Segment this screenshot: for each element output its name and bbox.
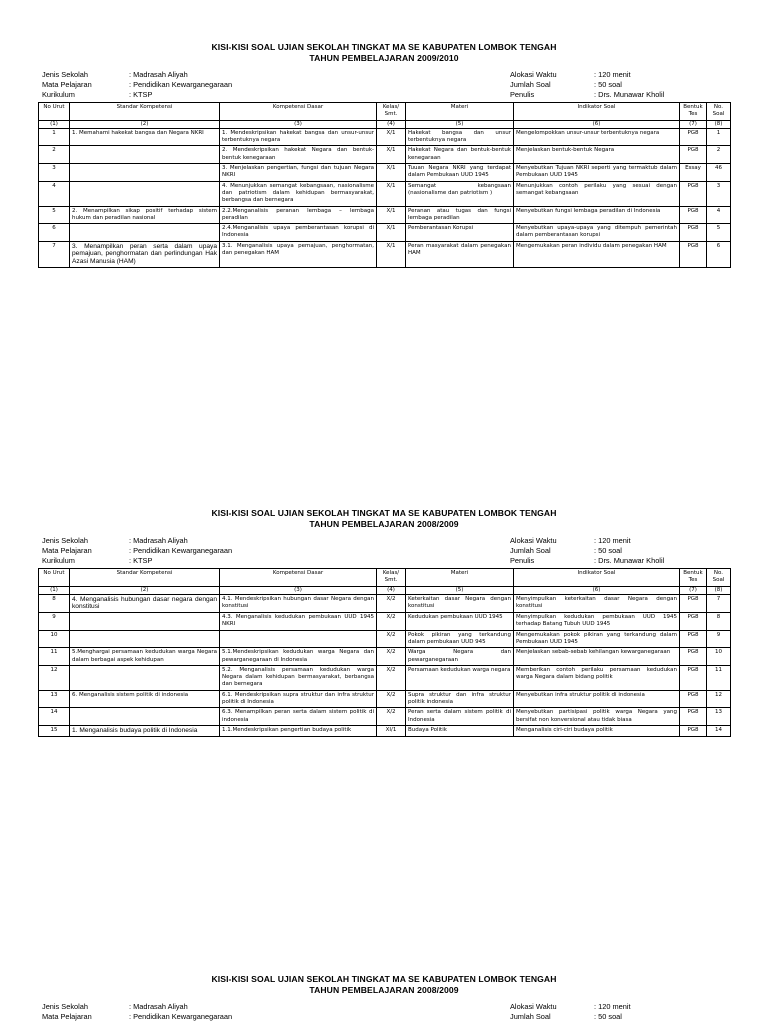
materi-cell: Peran masyarakat dalam penegakan HAM bbox=[406, 241, 514, 267]
kelas-cell: X/2 bbox=[377, 594, 406, 612]
indikator-soal-cell: Menyebutkan fungsi lembaga peradilan di Indonesia bbox=[514, 206, 680, 224]
no-urut-cell: 13 bbox=[39, 690, 70, 708]
column-number: (2) bbox=[70, 586, 220, 594]
column-number: (2) bbox=[70, 120, 220, 128]
materi-cell: Persamaan kedudukan warga negara bbox=[406, 665, 514, 690]
kelas-cell: X/2 bbox=[377, 690, 406, 708]
column-header: Bentuk Tes bbox=[680, 569, 707, 587]
indikator-soal-cell: Menyebutkan infra struktur politik di indonesia bbox=[514, 690, 680, 708]
standar-kompetensi-cell bbox=[70, 665, 220, 690]
document-section-3 bbox=[38, 974, 730, 1024]
no-soal-cell: 10 bbox=[707, 648, 731, 666]
kelas-cell: X/2 bbox=[377, 708, 406, 726]
meta-key: Penulis bbox=[510, 555, 535, 565]
table-row bbox=[39, 224, 731, 242]
table-row bbox=[39, 594, 731, 612]
table-row bbox=[39, 708, 731, 726]
bentuk-tes-cell: PG8 bbox=[680, 725, 707, 736]
indikator-soal-cell: Mengemukakan peran individu dalam penegakan HAM bbox=[514, 241, 680, 267]
column-number: (5) bbox=[406, 120, 514, 128]
kompetensi-dasar-cell: 4.1. Mendeskripsikan hubungan dasar Negara dengan konstitusi bbox=[220, 594, 377, 612]
table-row bbox=[39, 630, 731, 648]
no-urut-cell: 12 bbox=[39, 665, 70, 690]
kelas-cell: XI/1 bbox=[377, 725, 406, 736]
table-body bbox=[39, 569, 731, 737]
document-section-2 bbox=[38, 508, 730, 737]
document-title bbox=[38, 42, 730, 63]
kelas-cell: X/1 bbox=[377, 164, 406, 182]
kelas-cell: X/1 bbox=[377, 241, 406, 267]
kelas-cell: X/2 bbox=[377, 665, 406, 690]
document-section-1 bbox=[38, 42, 730, 268]
materi-cell: Semangat kebangsaan (nasionalisme dan patriotism ) bbox=[406, 181, 514, 206]
indikator-soal-cell: Memberikan contoh perilaku persamaan kedudukan warga Negara dalam bidang politik bbox=[514, 665, 680, 690]
kelas-cell: X/2 bbox=[377, 613, 406, 631]
column-number: (1) bbox=[39, 120, 70, 128]
no-soal-cell: 12 bbox=[707, 690, 731, 708]
column-header: Bentuk Tes bbox=[680, 103, 707, 121]
meta-value: : 120 menit bbox=[594, 1002, 631, 1011]
kompetensi-dasar-cell: 1.1.Mendeskripsikan pengertian budaya politik bbox=[220, 725, 377, 736]
table-row bbox=[39, 241, 731, 267]
standar-kompetensi-cell: 3. Menampilkan peran serta dalam upaya pemajuan, penghormatan dan perlindungan Hak Azasi Manusia (HAM) bbox=[70, 241, 220, 267]
column-number: (7) bbox=[680, 120, 707, 128]
kompetensi-dasar-cell: 4. Menunjukkan semangat kebangsaan, nasionalisme dan patriotism dalam kehidupan bermasyarakat, berbangsa dan bernegara bbox=[220, 181, 377, 206]
meta-value: : Drs. Munawar Kholil bbox=[594, 89, 665, 99]
no-soal-cell: 8 bbox=[707, 613, 731, 631]
materi-cell: Peran serta dalam sistem politik di Indonesia bbox=[406, 708, 514, 726]
no-urut-cell: 1 bbox=[39, 128, 70, 146]
materi-cell: Peranan atau tugas dan fungsi lembaga peradilan bbox=[406, 206, 514, 224]
standar-kompetensi-cell bbox=[70, 630, 220, 648]
no-soal-cell: 11 bbox=[707, 665, 731, 690]
materi-cell: Keterkaitan dasar Negara dengan konstitusi bbox=[406, 594, 514, 612]
bentuk-tes-cell: PG8 bbox=[680, 128, 707, 146]
meta-key: Kurikulum bbox=[42, 555, 75, 565]
meta-value: : 50 soal bbox=[594, 545, 622, 555]
title-line-2: TAHUN PEMBELAJARAN 2008/2009 bbox=[309, 984, 459, 995]
meta-value: : Madrasah Aliyah bbox=[129, 70, 188, 79]
indikator-soal-cell: Menjelaskan bentuk-bentuk Negara bbox=[514, 146, 680, 164]
no-urut-cell: 14 bbox=[39, 708, 70, 726]
no-urut-cell: 15 bbox=[39, 725, 70, 736]
materi-cell: Pemberantasan Korupsi bbox=[406, 224, 514, 242]
kelas-cell: X/1 bbox=[377, 181, 406, 206]
title-line-2: TAHUN PEMBELAJARAN 2008/2009 bbox=[309, 518, 459, 529]
no-urut-cell: 10 bbox=[39, 630, 70, 648]
meta-value: : 50 soal bbox=[594, 79, 622, 89]
column-number: (7) bbox=[680, 586, 707, 594]
meta-key: Alokasi Waktu bbox=[510, 70, 557, 79]
indikator-soal-cell: Mengemukakan pokok pikiran yang terkandung dalam Pembukaan UUD 1945 bbox=[514, 630, 680, 648]
indikator-soal-cell: Menyimpulkan kedudukan pembukaan UUD 1945 terhadap Batang Tubuh UUD 1945 bbox=[514, 613, 680, 631]
kelas-cell: X/2 bbox=[377, 630, 406, 648]
column-number: (3) bbox=[220, 120, 377, 128]
table-row bbox=[39, 206, 731, 224]
no-soal-cell: 5 bbox=[707, 224, 731, 242]
materi-cell: Hakekat bangsa dan unsur terbentuknya negara bbox=[406, 128, 514, 146]
table-body bbox=[39, 103, 731, 268]
no-urut-cell: 7 bbox=[39, 241, 70, 267]
column-number: (4) bbox=[377, 586, 406, 594]
meta-key: Mata Pelajaran bbox=[42, 79, 92, 89]
materi-cell: Kedudukan pembukaan UUD 1945 bbox=[406, 613, 514, 631]
meta-key: Jenis Sekolah bbox=[42, 1002, 89, 1011]
standar-kompetensi-cell bbox=[70, 708, 220, 726]
bentuk-tes-cell: PG8 bbox=[680, 181, 707, 206]
table-row bbox=[39, 181, 731, 206]
title-line-1: KISI-KISI SOAL UJIAN SEKOLAH TINGKAT MA SE KABUPATEN LOMBOK TENGAH bbox=[211, 508, 557, 518]
column-header: Kompetensi Dasar bbox=[220, 103, 377, 121]
kisi-kisi-table bbox=[38, 102, 731, 268]
kompetensi-dasar-cell: 2.4.Menganalisis upaya pemberantasan korupsi di Indonesia bbox=[220, 224, 377, 242]
kelas-cell: X/2 bbox=[377, 648, 406, 666]
bentuk-tes-cell: PG8 bbox=[680, 648, 707, 666]
meta-key: Mata Pelajaran bbox=[42, 1011, 92, 1021]
no-urut-cell: 9 bbox=[39, 613, 70, 631]
kompetensi-dasar-cell: 2.2.Menganalisis peranan lembaga – lembaga peradilan bbox=[220, 206, 377, 224]
bentuk-tes-cell: PG8 bbox=[680, 613, 707, 631]
kompetensi-dasar-cell: 6.1. Mendeskripsikan supra struktur dan infra struktur politik di Indonesia bbox=[220, 690, 377, 708]
meta-value: : 120 menit bbox=[594, 536, 631, 545]
meta-value: : KTSP bbox=[129, 555, 153, 565]
table-row bbox=[39, 725, 731, 736]
meta-key: Jenis Sekolah bbox=[42, 536, 89, 545]
bentuk-tes-cell: PG8 bbox=[680, 594, 707, 612]
kompetensi-dasar-cell bbox=[220, 630, 377, 648]
standar-kompetensi-cell bbox=[70, 146, 220, 164]
indikator-soal-cell: Menyebutkan Tujuan NKRI seperti yang termaktub dalam Pembukaan UUD 1945 bbox=[514, 164, 680, 182]
no-urut-cell: 3 bbox=[39, 164, 70, 182]
column-number: (8) bbox=[707, 120, 731, 128]
materi-cell: Supra struktur dan infra struktur politik indonesia bbox=[406, 690, 514, 708]
bentuk-tes-cell: PG8 bbox=[680, 708, 707, 726]
kelas-cell: X/1 bbox=[377, 146, 406, 164]
table-header-number-row bbox=[39, 120, 731, 128]
column-number: (5) bbox=[406, 586, 514, 594]
meta-right bbox=[510, 1002, 631, 1022]
table-row bbox=[39, 613, 731, 631]
document-title bbox=[38, 508, 730, 529]
meta-key: Jenis Sekolah bbox=[42, 70, 89, 79]
kompetensi-dasar-cell: 4.3. Menganalisis kedudukan pembukaan UUD 1945 NKRI bbox=[220, 613, 377, 631]
meta-left bbox=[42, 70, 232, 99]
meta-key: Jumlah Soal bbox=[510, 1011, 551, 1021]
standar-kompetensi-cell bbox=[70, 164, 220, 182]
kelas-cell: X/1 bbox=[377, 224, 406, 242]
meta-key: Jumlah Soal bbox=[510, 79, 551, 89]
meta-key: Alokasi Waktu bbox=[510, 1002, 557, 1011]
bentuk-tes-cell: Essay bbox=[680, 164, 707, 182]
column-number: (6) bbox=[514, 586, 680, 594]
standar-kompetensi-cell: 1. Menganalisis budaya politik di Indonesia bbox=[70, 725, 220, 736]
standar-kompetensi-cell: 5.Menghargai persamaan kedudukan warga Negara dalam berbagai aspek kehidupan bbox=[70, 648, 220, 666]
standar-kompetensi-cell: 2. Menampilkan sikap positif terhadap sistem hukum dan peradilan nasional bbox=[70, 206, 220, 224]
title-line-1: KISI-KISI SOAL UJIAN SEKOLAH TINGKAT MA SE KABUPATEN LOMBOK TENGAH bbox=[211, 42, 557, 52]
bentuk-tes-cell: PG8 bbox=[680, 206, 707, 224]
standar-kompetensi-cell: 6. Menganalisis sistem politik di indonesia bbox=[70, 690, 220, 708]
indikator-soal-cell: Menjelaskan sebab-sebab kehilangan kewarganegaraan bbox=[514, 648, 680, 666]
no-urut-cell: 2 bbox=[39, 146, 70, 164]
column-number: (8) bbox=[707, 586, 731, 594]
no-urut-cell: 6 bbox=[39, 224, 70, 242]
indikator-soal-cell: Mengelompokkan unsur-unsur terbentuknya negara bbox=[514, 128, 680, 146]
no-urut-cell: 4 bbox=[39, 181, 70, 206]
column-header: No. Soal bbox=[707, 569, 731, 587]
bentuk-tes-cell: PG8 bbox=[680, 146, 707, 164]
meta-right bbox=[510, 70, 664, 99]
meta-value: : 120 menit bbox=[594, 70, 631, 79]
title-line-1: KISI-KISI SOAL UJIAN SEKOLAH TINGKAT MA SE KABUPATEN LOMBOK TENGAH bbox=[211, 974, 557, 984]
meta-key: Jumlah Soal bbox=[510, 545, 551, 555]
column-header: Materi bbox=[406, 569, 514, 587]
no-soal-cell: 46 bbox=[707, 164, 731, 182]
meta-value: : Madrasah Aliyah bbox=[129, 1002, 188, 1011]
no-soal-cell: 14 bbox=[707, 725, 731, 736]
table-row bbox=[39, 648, 731, 666]
kompetensi-dasar-cell: 3.1. Menganalisis upaya pemajuan, penghormatan, dan penegakan HAM bbox=[220, 241, 377, 267]
document-meta bbox=[38, 70, 730, 102]
table-header-row bbox=[39, 103, 731, 121]
meta-value: : Madrasah Aliyah bbox=[129, 536, 188, 545]
table-row bbox=[39, 665, 731, 690]
table-row bbox=[39, 128, 731, 146]
meta-left bbox=[42, 536, 232, 565]
indikator-soal-cell: Menyebutkan partisipasi politik warga Negara yang bersifat non konversional atau tidak biasa bbox=[514, 708, 680, 726]
bentuk-tes-cell: PG8 bbox=[680, 630, 707, 648]
column-header: No. Soal bbox=[707, 103, 731, 121]
column-number: (6) bbox=[514, 120, 680, 128]
meta-key: Mata Pelajaran bbox=[42, 545, 92, 555]
column-number: (1) bbox=[39, 586, 70, 594]
meta-value: : Pendidikan Kewarganegaraan bbox=[129, 545, 233, 555]
no-soal-cell: 3 bbox=[707, 181, 731, 206]
table-header-row bbox=[39, 569, 731, 587]
column-header: Standar Kompetensi bbox=[70, 569, 220, 587]
no-urut-cell: 8 bbox=[39, 594, 70, 612]
column-header: Kelas/ Smt. bbox=[377, 569, 406, 587]
bentuk-tes-cell: PG8 bbox=[680, 690, 707, 708]
kompetensi-dasar-cell: 3. Menjelaskan pengertian, fungsi dan tujuan Negara NKRI bbox=[220, 164, 377, 182]
bentuk-tes-cell: PG8 bbox=[680, 224, 707, 242]
standar-kompetensi-cell: 1. Memahami hakekat bangsa dan Negara NKRI bbox=[70, 128, 220, 146]
column-header: Indikator Soal bbox=[514, 103, 680, 121]
kisi-kisi-table bbox=[38, 568, 731, 737]
no-urut-cell: 5 bbox=[39, 206, 70, 224]
kelas-cell: X/1 bbox=[377, 206, 406, 224]
indikator-soal-cell: Menunjukkan contoh perilaku yang sesuai dengan semangat kebangsaan bbox=[514, 181, 680, 206]
meta-right bbox=[510, 536, 664, 565]
column-header: Kompetensi Dasar bbox=[220, 569, 377, 587]
table-row bbox=[39, 690, 731, 708]
title-line-2: TAHUN PEMBELAJARAN 2009/2010 bbox=[309, 52, 459, 63]
document-title bbox=[38, 974, 730, 995]
kelas-cell: X/1 bbox=[377, 128, 406, 146]
column-number: (4) bbox=[377, 120, 406, 128]
materi-cell: Pokok pikiran yang terkandung dalam pembukaan UUD 945 bbox=[406, 630, 514, 648]
meta-value: : 50 soal bbox=[594, 1011, 622, 1021]
column-number: (3) bbox=[220, 586, 377, 594]
no-soal-cell: 6 bbox=[707, 241, 731, 267]
meta-key: Kurikulum bbox=[42, 89, 75, 99]
standar-kompetensi-cell bbox=[70, 613, 220, 631]
kompetensi-dasar-cell: 2. Mendeskripsikan hakekat Negara dan bentuk-bentuk kenegaraan bbox=[220, 146, 377, 164]
bentuk-tes-cell: PG8 bbox=[680, 241, 707, 267]
table-row bbox=[39, 146, 731, 164]
materi-cell: Warga Negara dan pewarganegaraan bbox=[406, 648, 514, 666]
standar-kompetensi-cell bbox=[70, 181, 220, 206]
indikator-soal-cell: Menganalisis ciri-ciri budaya politik bbox=[514, 725, 680, 736]
no-soal-cell: 4 bbox=[707, 206, 731, 224]
meta-key: Penulis bbox=[510, 89, 535, 99]
materi-cell: Budaya Politik bbox=[406, 725, 514, 736]
meta-left bbox=[42, 1002, 232, 1022]
column-header: No Urut bbox=[39, 103, 70, 121]
no-soal-cell: 7 bbox=[707, 594, 731, 612]
no-soal-cell: 2 bbox=[707, 146, 731, 164]
column-header: Kelas/ Smt. bbox=[377, 103, 406, 121]
kompetensi-dasar-cell: 5.2. Menganalisis persamaan kedudukan warga Negara dalam kehidupan bermasyarakat, berbangsa dan bernegara bbox=[220, 665, 377, 690]
no-soal-cell: 13 bbox=[707, 708, 731, 726]
standar-kompetensi-cell: 4. Menganalisis hubungan dasar negara dengan konstitusi bbox=[70, 594, 220, 612]
materi-cell: Tuuan Negara NKRI yang terdapat dalam Pembukaan UUD 1945 bbox=[406, 164, 514, 182]
table-header-number-row bbox=[39, 586, 731, 594]
materi-cell: Hakekat Negara dan bentuk-bentuk kenegaraan bbox=[406, 146, 514, 164]
no-soal-cell: 9 bbox=[707, 630, 731, 648]
indikator-soal-cell: Menyebutkan upaya-upaya yang ditempuh pemerintah dalam pemberantasan korupsi bbox=[514, 224, 680, 242]
meta-key: Alokasi Waktu bbox=[510, 536, 557, 545]
meta-value: : Pendidikan Kewarganegaraan bbox=[129, 79, 233, 89]
meta-value: : Drs. Munawar Kholil bbox=[594, 555, 665, 565]
no-soal-cell: 1 bbox=[707, 128, 731, 146]
kompetensi-dasar-cell: 6.3. Menampilkan peran serta dalam sistem politik di indonesia bbox=[220, 708, 377, 726]
column-header: Materi bbox=[406, 103, 514, 121]
table-row bbox=[39, 164, 731, 182]
column-header: Standar Kompetensi bbox=[70, 103, 220, 121]
kompetensi-dasar-cell: 5.1.Mendeskripsikan kedudukan warga Negara dan pewarganegaraan di Indonesia bbox=[220, 648, 377, 666]
meta-value: : KTSP bbox=[129, 89, 153, 99]
column-header: No Urut bbox=[39, 569, 70, 587]
indikator-soal-cell: Menyimpulkan keterkaitan dasar Negara dengan konstitusi bbox=[514, 594, 680, 612]
document-meta bbox=[38, 536, 730, 568]
kompetensi-dasar-cell: 1. Mendeskripsikan hakekat bangsa dan unsur-unsur terbentuknya negara bbox=[220, 128, 377, 146]
no-urut-cell: 11 bbox=[39, 648, 70, 666]
bentuk-tes-cell: PG8 bbox=[680, 665, 707, 690]
meta-value: : Pendidikan Kewarganegaraan bbox=[129, 1011, 233, 1021]
standar-kompetensi-cell bbox=[70, 224, 220, 242]
column-header: Indikator Soal bbox=[514, 569, 680, 587]
document-meta bbox=[38, 1002, 730, 1024]
